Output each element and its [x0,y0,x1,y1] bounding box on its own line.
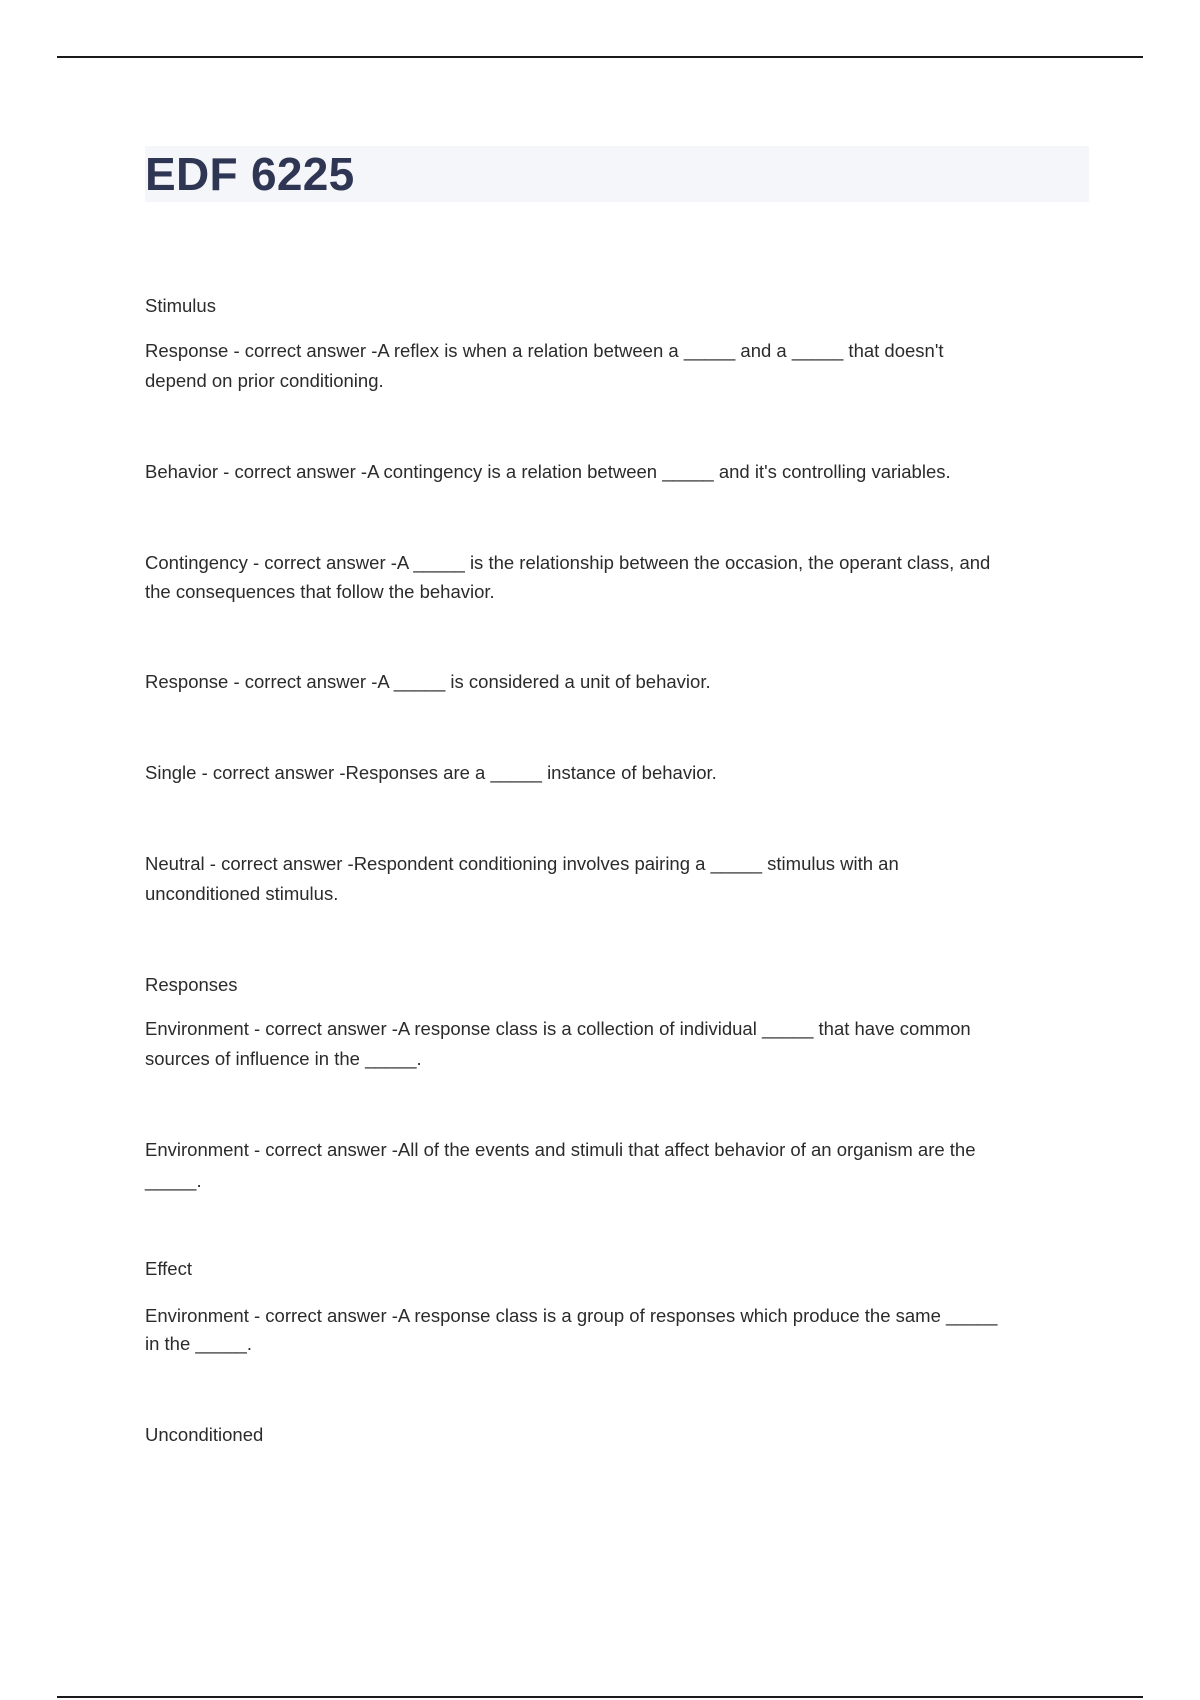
text-line: sources of influence in the _____. [145,1048,422,1069]
text-line: Effect [145,1258,192,1279]
text-line: Responses [145,974,238,995]
top-rule [57,56,1143,58]
text-line: Response - correct answer -A reflex is when a relation between a _____ and a _____ that doesn't [145,340,944,361]
text-line: unconditioned stimulus. [145,883,339,904]
bottom-rule [57,1696,1143,1698]
text-line: Contingency - correct answer -A _____ is the relationship between the occasion, the operant class, and [145,552,991,573]
text-line: Behavior - correct answer -A contingency is a relation between _____ and it's controlling variables. [145,461,951,482]
text-line: Single - correct answer -Responses are a _____ instance of behavior. [145,762,717,783]
document-title: EDF 6225 [145,148,355,200]
text-line: in the _____. [145,1333,252,1354]
text-line: depend on prior conditioning. [145,370,384,391]
text-line: Environment - correct answer -All of the events and stimuli that affect behavior of an organism are the [145,1139,976,1160]
text-line: _____. [145,1170,202,1191]
text-line: Environment - correct answer -A response class is a collection of individual _____ that have common [145,1018,971,1039]
text-line: Stimulus [145,295,216,316]
text-line: Response - correct answer -A _____ is considered a unit of behavior. [145,671,711,692]
text-line: Neutral - correct answer -Respondent conditioning involves pairing a _____ stimulus with an [145,853,899,874]
text-line: Unconditioned [145,1424,264,1445]
text-line: Environment - correct answer -A response class is a group of responses which produce the same _____ [145,1305,998,1326]
text-line: the consequences that follow the behavior. [145,581,495,602]
